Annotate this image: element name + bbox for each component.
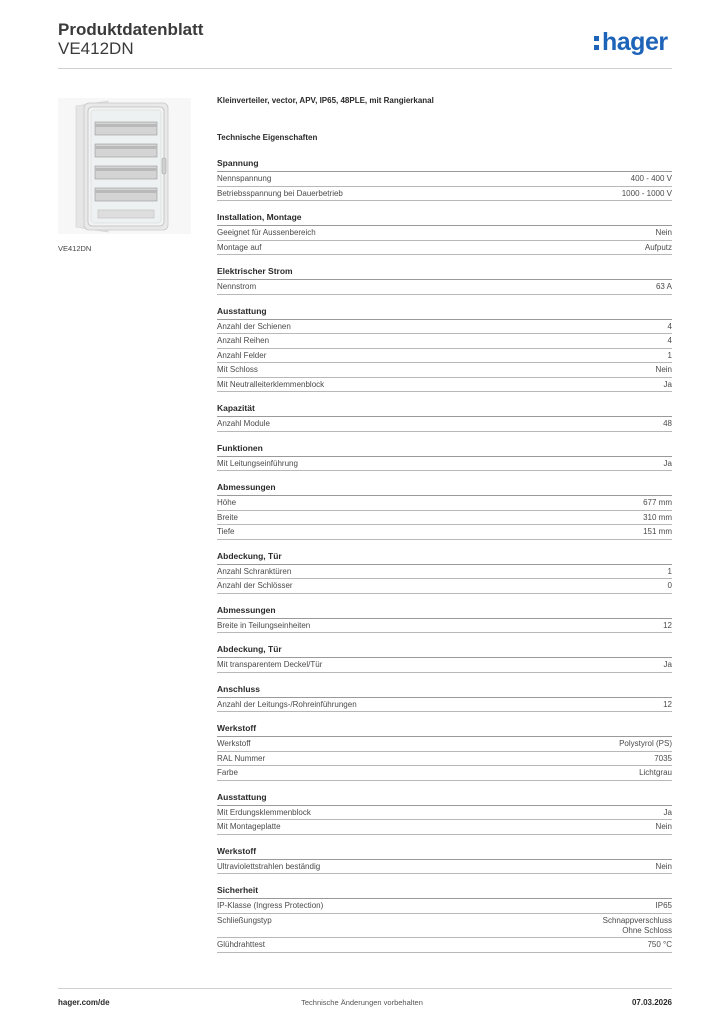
header-divider bbox=[58, 68, 672, 69]
spec-row bbox=[217, 525, 672, 540]
spec-value bbox=[656, 822, 672, 832]
spec-label: Farbe bbox=[217, 768, 238, 777]
spec-value bbox=[656, 282, 672, 292]
footer-disclaimer: Technische Änderungen vorbehalten bbox=[301, 998, 423, 1007]
spec-value-line: 4 bbox=[667, 321, 672, 331]
spec-label: Montage auf bbox=[217, 242, 262, 252]
spec-label: Anzahl Reihen bbox=[217, 336, 270, 345]
spec-row bbox=[217, 579, 672, 594]
spec-value bbox=[654, 754, 672, 764]
spec-value-line: 750 °C bbox=[647, 940, 672, 949]
spec-row bbox=[217, 172, 672, 187]
section-title: Installation, Montage bbox=[217, 212, 672, 226]
spec-section bbox=[217, 605, 672, 634]
spec-label: Anzahl Schranktüren bbox=[217, 566, 292, 576]
spec-value bbox=[643, 527, 672, 537]
spec-row bbox=[217, 334, 672, 349]
spec-row bbox=[217, 363, 672, 378]
spec-row bbox=[217, 187, 672, 202]
spec-label: Mit Montageplatte bbox=[217, 822, 281, 831]
specifications bbox=[217, 96, 672, 964]
spec-value-line: Ohne Schloss bbox=[622, 925, 672, 935]
spec-value-line: 1 bbox=[667, 566, 672, 576]
spec-label: Betriebsspannung bei Dauerbetrieb bbox=[217, 188, 343, 198]
section-title: Abdeckung, Tür bbox=[217, 644, 672, 658]
spec-value bbox=[656, 901, 672, 911]
spec-label: RAL Nummer bbox=[217, 753, 266, 763]
spec-row bbox=[217, 737, 672, 752]
footer-divider bbox=[58, 988, 672, 989]
spec-value bbox=[656, 228, 672, 238]
spec-label: Anzahl der Schienen bbox=[217, 321, 291, 331]
spec-label: Mit Leitungseinführung bbox=[217, 458, 298, 468]
spec-label: Mit Erdungsklemmenblock bbox=[217, 807, 311, 817]
spec-value bbox=[668, 351, 672, 361]
spec-value-line: 0 bbox=[667, 581, 672, 590]
spec-label: Schließungstyp bbox=[217, 915, 272, 925]
spec-sections bbox=[217, 158, 672, 953]
spec-value-line: 7035 bbox=[654, 753, 672, 763]
hager-logo[interactable] bbox=[594, 28, 668, 57]
spec-label: IP-Klasse (Ingress Protection) bbox=[217, 901, 324, 910]
spec-value-line: 151 mm bbox=[643, 527, 672, 536]
spec-label: Breite bbox=[217, 512, 238, 522]
section-title: Abdeckung, Tür bbox=[217, 551, 672, 565]
spec-value-line: Aufputz bbox=[644, 242, 672, 252]
spec-row bbox=[217, 226, 672, 241]
spec-row bbox=[217, 766, 672, 781]
spec-label: Glühdrahttest bbox=[217, 940, 266, 949]
spec-section bbox=[217, 482, 672, 540]
spec-value bbox=[656, 862, 672, 872]
section-title: Ausstattung bbox=[217, 792, 672, 806]
spec-value bbox=[663, 621, 672, 631]
spec-value bbox=[645, 243, 672, 253]
spec-row bbox=[217, 938, 672, 953]
spec-section bbox=[217, 443, 672, 472]
spec-label: Werkstoff bbox=[217, 739, 251, 748]
tech-properties-heading: Technische Eigenschaften bbox=[217, 133, 318, 142]
spec-label: Anzahl der Leitungs-/Rohreinführungen bbox=[217, 699, 357, 709]
spec-row bbox=[217, 619, 672, 634]
spec-row bbox=[217, 914, 672, 939]
page-title: Produktdatenblatt bbox=[58, 20, 204, 39]
spec-value bbox=[663, 700, 672, 710]
spec-value-line: Ja bbox=[663, 807, 672, 817]
spec-row bbox=[217, 820, 672, 835]
spec-value-line: 400 - 400 V bbox=[630, 174, 672, 183]
spec-label: Tiefe bbox=[217, 527, 235, 536]
spec-value-line: IP65 bbox=[655, 901, 672, 910]
logo-dots-icon bbox=[594, 34, 600, 50]
spec-value bbox=[664, 808, 672, 818]
spec-section bbox=[217, 403, 672, 432]
spec-value bbox=[643, 498, 672, 508]
spec-row bbox=[217, 417, 672, 432]
spec-section bbox=[217, 846, 672, 875]
spec-section bbox=[217, 792, 672, 835]
section-title: Werkstoff bbox=[217, 846, 672, 860]
spec-section bbox=[217, 885, 672, 953]
distribution-board-image bbox=[58, 98, 191, 234]
spec-label: Mit transparentem Deckel/Tür bbox=[217, 660, 323, 669]
section-title: Ausstattung bbox=[217, 306, 672, 320]
section-title: Spannung bbox=[217, 158, 672, 172]
spec-value-line: 12 bbox=[663, 699, 672, 709]
footer-date: 07.03.2026 bbox=[631, 998, 672, 1007]
spec-value bbox=[656, 365, 672, 375]
spec-value-line: 63 A bbox=[655, 282, 672, 291]
spec-value bbox=[647, 940, 672, 950]
spec-value bbox=[619, 739, 672, 749]
spec-value-line: Polystyrol (PS) bbox=[619, 739, 672, 748]
spec-row bbox=[217, 349, 672, 364]
spec-value bbox=[664, 660, 672, 670]
spec-value-line: Ja bbox=[663, 458, 672, 468]
spec-row bbox=[217, 899, 672, 914]
product-description: Kleinverteiler, vector, APV, IP65, 48PLE, mit Rangierkanal bbox=[217, 96, 434, 105]
spec-value bbox=[643, 513, 672, 523]
spec-value bbox=[668, 581, 672, 591]
spec-value-line: 1 bbox=[667, 350, 672, 360]
spec-row bbox=[217, 280, 672, 295]
section-title: Abmessungen bbox=[217, 605, 672, 619]
section-title: Abmessungen bbox=[217, 482, 672, 496]
section-title: Kapazität bbox=[217, 403, 672, 417]
spec-value bbox=[639, 768, 672, 778]
spec-value-line: 310 mm bbox=[643, 512, 672, 522]
spec-label: Breite in Teilungseinheiten bbox=[217, 620, 311, 630]
spec-section bbox=[217, 212, 672, 255]
spec-value-line: Ja bbox=[663, 379, 672, 389]
spec-row bbox=[217, 565, 672, 580]
spec-value-line: Nein bbox=[655, 228, 672, 237]
image-caption: VE412DN bbox=[58, 244, 92, 253]
spec-value bbox=[668, 567, 672, 577]
spec-section bbox=[217, 644, 672, 673]
spec-value bbox=[668, 336, 672, 346]
logo-text: hager bbox=[602, 28, 668, 56]
spec-value bbox=[664, 380, 672, 390]
spec-value-line: Nein bbox=[655, 822, 672, 831]
spec-row bbox=[217, 752, 672, 767]
spec-label: Mit Neutralleiterklemmenblock bbox=[217, 379, 325, 389]
spec-row bbox=[217, 496, 672, 511]
spec-section bbox=[217, 551, 672, 594]
spec-label: Anzahl Felder bbox=[217, 350, 267, 360]
spec-section bbox=[217, 158, 672, 201]
spec-value-line: Ja bbox=[663, 660, 672, 669]
section-title: Sicherheit bbox=[217, 885, 672, 899]
spec-row bbox=[217, 658, 672, 673]
spec-value-line: 1000 - 1000 V bbox=[621, 188, 672, 198]
spec-value-line: Lichtgrau bbox=[639, 768, 672, 777]
spec-value-line: Schnappverschluss bbox=[602, 915, 672, 925]
spec-value bbox=[664, 459, 672, 469]
spec-label: Nennstrom bbox=[217, 282, 257, 291]
spec-row bbox=[217, 378, 672, 393]
footer-website-link[interactable]: hager.com/de bbox=[58, 998, 110, 1007]
spec-value bbox=[631, 174, 672, 184]
spec-value bbox=[668, 322, 672, 332]
section-title: Anschluss bbox=[217, 684, 672, 698]
spec-row bbox=[217, 698, 672, 713]
spec-label: Anzahl der Schlösser bbox=[217, 581, 293, 590]
spec-value-line: Nein bbox=[655, 365, 672, 374]
spec-value-line: 12 bbox=[663, 620, 672, 630]
spec-value-line: 677 mm bbox=[643, 498, 672, 507]
spec-row bbox=[217, 511, 672, 526]
spec-section bbox=[217, 723, 672, 781]
section-title: Funktionen bbox=[217, 443, 672, 457]
spec-label: Mit Schloss bbox=[217, 365, 258, 374]
spec-value-line: Nein bbox=[655, 861, 672, 871]
spec-value bbox=[622, 189, 672, 199]
spec-row bbox=[217, 241, 672, 256]
spec-section bbox=[217, 684, 672, 713]
spec-label: Anzahl Module bbox=[217, 419, 270, 428]
spec-row bbox=[217, 860, 672, 875]
article-number: VE412DN bbox=[58, 39, 134, 58]
section-title: Werkstoff bbox=[217, 723, 672, 737]
spec-value bbox=[603, 916, 672, 936]
spec-value-line: 4 bbox=[667, 336, 672, 345]
spec-label: Geeignet für Aussenbereich bbox=[217, 228, 316, 237]
spec-label: Ultraviolettstrahlen beständig bbox=[217, 861, 321, 871]
product-image bbox=[58, 98, 191, 234]
spec-row bbox=[217, 320, 672, 335]
spec-row bbox=[217, 806, 672, 821]
spec-row bbox=[217, 457, 672, 472]
spec-value-line: 48 bbox=[663, 419, 672, 428]
spec-label: Höhe bbox=[217, 498, 237, 507]
spec-section bbox=[217, 306, 672, 393]
section-title: Elektrischer Strom bbox=[217, 266, 672, 280]
spec-value bbox=[663, 419, 672, 429]
spec-label: Nennspannung bbox=[217, 174, 272, 183]
spec-section bbox=[217, 266, 672, 295]
